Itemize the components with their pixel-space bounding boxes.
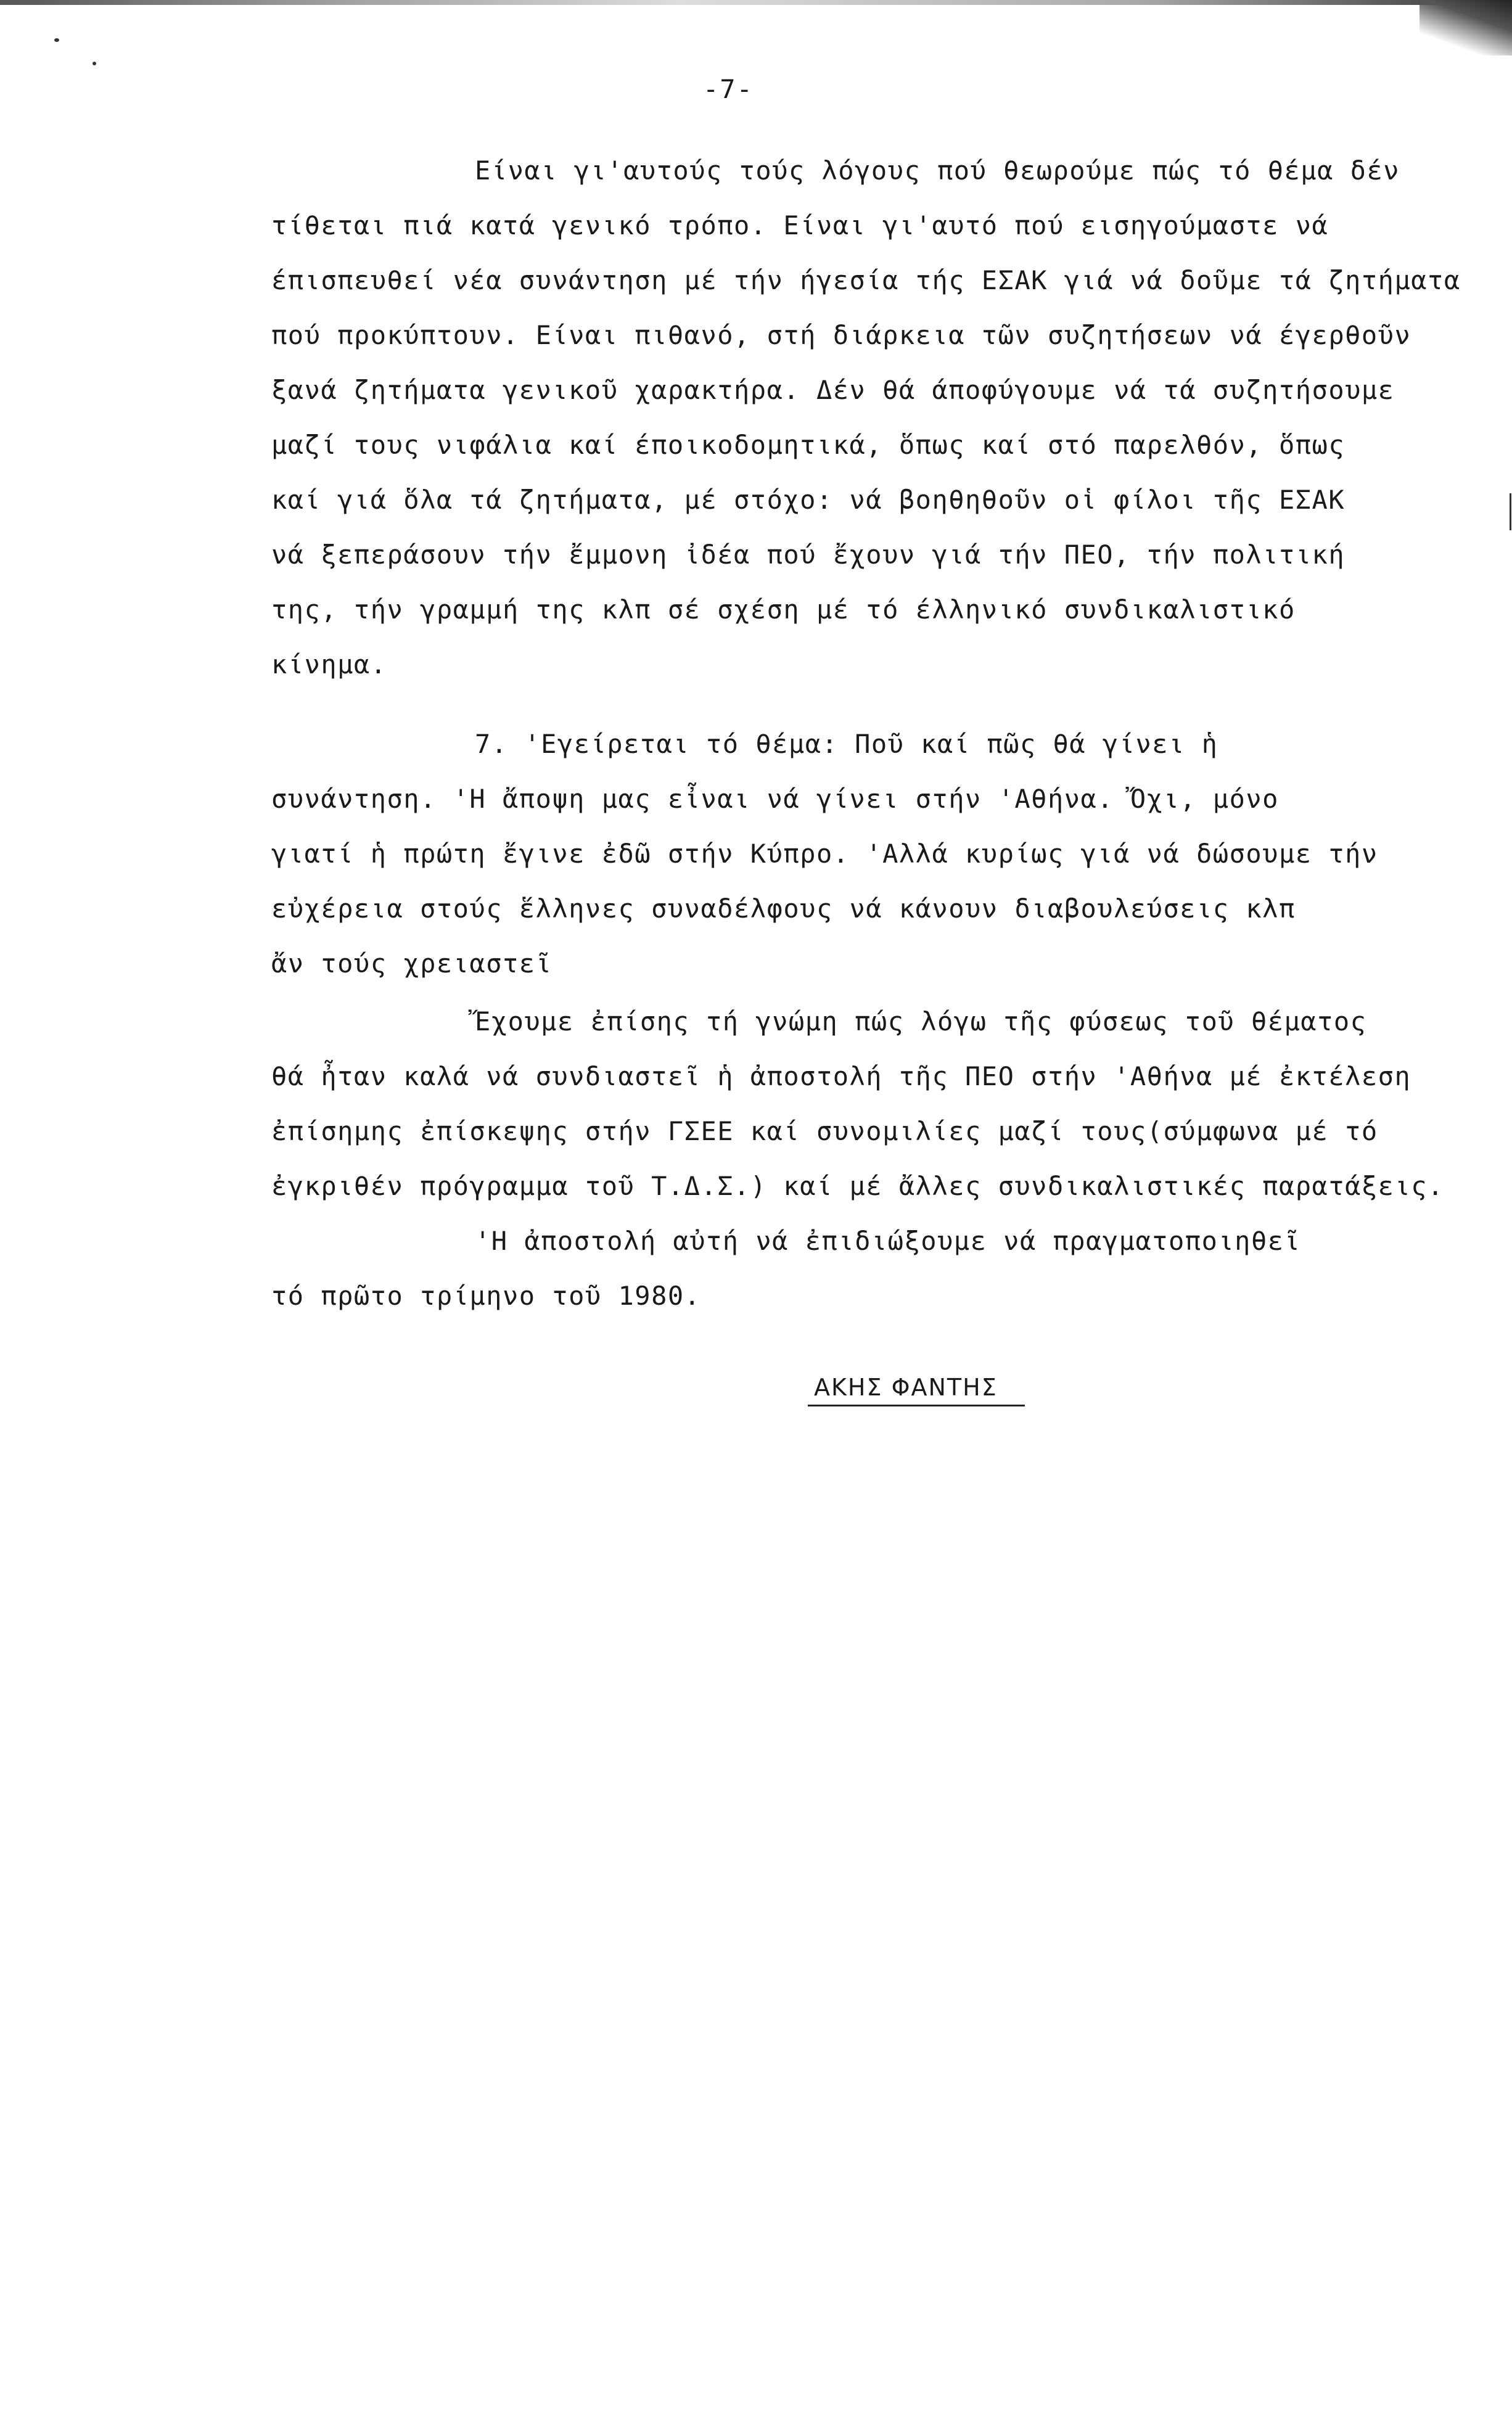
text-line: Είναι γι'αυτούς τούς λόγους πού θεωρούμε πώς τό θέμα δέν [475, 155, 1400, 186]
text-line: Ἔχουμε ἐπίσης τή γνώμη πώς λόγω τῆς φύσεως τοῦ θέματος [475, 1006, 1367, 1037]
text-line: εὐχέρεια στούς ἕλληνες συναδέλφους νά κάνουν διαβουλεύσεις κλπ [271, 893, 1296, 924]
paragraph-2 [271, 716, 1378, 991]
text-line: συνάντηση. 'Η ἄποψη μας εἶναι νά γίνει στήν 'Αθήνα. Ὄχι, μόνο [271, 784, 1279, 814]
scan-corner-shadow [1420, 0, 1512, 55]
text-line: μαζί τους νιφάλια καί έποικοδομητικά, ὅπως καί στό παρελθόν, ὅπως [271, 430, 1346, 460]
author-signature: ΑΚΗΣ ΦΑΝΤΗΣ [814, 1374, 998, 1401]
text-line: ἐπίσημης ἐπίσκεψης στήν ΓΣΕΕ καί συνομιλίες μαζί τους(σύμφωνα μέ τό [271, 1116, 1378, 1146]
text-line: ξανά ζητήματα γενικοῦ χαρακτήρα. Δέν θά άποφύγουμε νά τά συζητήσουμε [271, 375, 1395, 405]
text-line: τό πρῶτο τρίμηνο τοῦ 1980. [271, 1281, 701, 1311]
text-line: της, τήν γραμμή της κλπ σέ σχέση μέ τό έλληνικό συνδικαλιστικό [271, 594, 1296, 625]
paragraph-3 [271, 994, 1444, 1213]
text-line: γιατί ἡ πρώτη ἔγινε ἐδῶ στήν Κύπρο. 'Αλλά κυρίως γιά νά δώσουμε τήν [271, 839, 1378, 869]
scan-speck [1510, 493, 1511, 530]
scan-speck [92, 62, 96, 65]
text-line: νά ξεπεράσουν τήν ἔμμονη ἰδέα πού ἔχουν γιά τήν ΠΕΟ, τήν πολιτική [271, 540, 1346, 570]
text-line: ἐγκριθέν πρόγραμμα τοῦ Τ.Δ.Σ.) καί μέ ἄλλες συνδικαλιστικές παρατάξεις. [271, 1171, 1444, 1201]
text-line: τίθεται πιά κατά γενικό τρόπο. Είναι γι'αυτό πού εισηγούμαστε νά [271, 210, 1329, 240]
text-line: ἄν τούς χρειαστεῖ [271, 948, 553, 979]
text-line: 'Η ἀποστολή αὐτή νά ἐπιδιώξουμε νά πραγματοποιηθεῖ [475, 1226, 1301, 1256]
text-line: θά ἦταν καλά νά συνδιαστεῖ ἡ ἀποστολή τῆς ΠΕΟ στήν 'Αθήνα μέ ἐκτέλεση [271, 1061, 1411, 1091]
text-line: 7. 'Εγείρεται τό θέμα: Ποῦ καί πῶς θά γίνει ἡ [475, 729, 1218, 759]
scan-speck [54, 38, 59, 42]
text-line: κίνημα. [271, 649, 387, 679]
page-number: -7- [703, 74, 754, 104]
scan-top-edge [0, 0, 1512, 5]
text-line: καί γιά ὅλα τά ζητήματα, μέ στόχο: νά βοηθηθοῦν οἱ φίλοι τῆς ΕΣΑΚ [271, 485, 1346, 515]
text-line: πού προκύπτουν. Είναι πιθανό, στή διάρκεια τῶν συζητήσεων νά έγερθοῦν [271, 320, 1411, 350]
paragraph-1 [271, 143, 1461, 692]
text-line: έπισπευθεί νέα συνάντηση μέ τήν ήγεσία τής ΕΣΑΚ γιά νά δοῦμε τά ζητήματα [271, 265, 1461, 295]
paragraph-4 [271, 1213, 1300, 1323]
signature-underline [808, 1405, 1025, 1406]
